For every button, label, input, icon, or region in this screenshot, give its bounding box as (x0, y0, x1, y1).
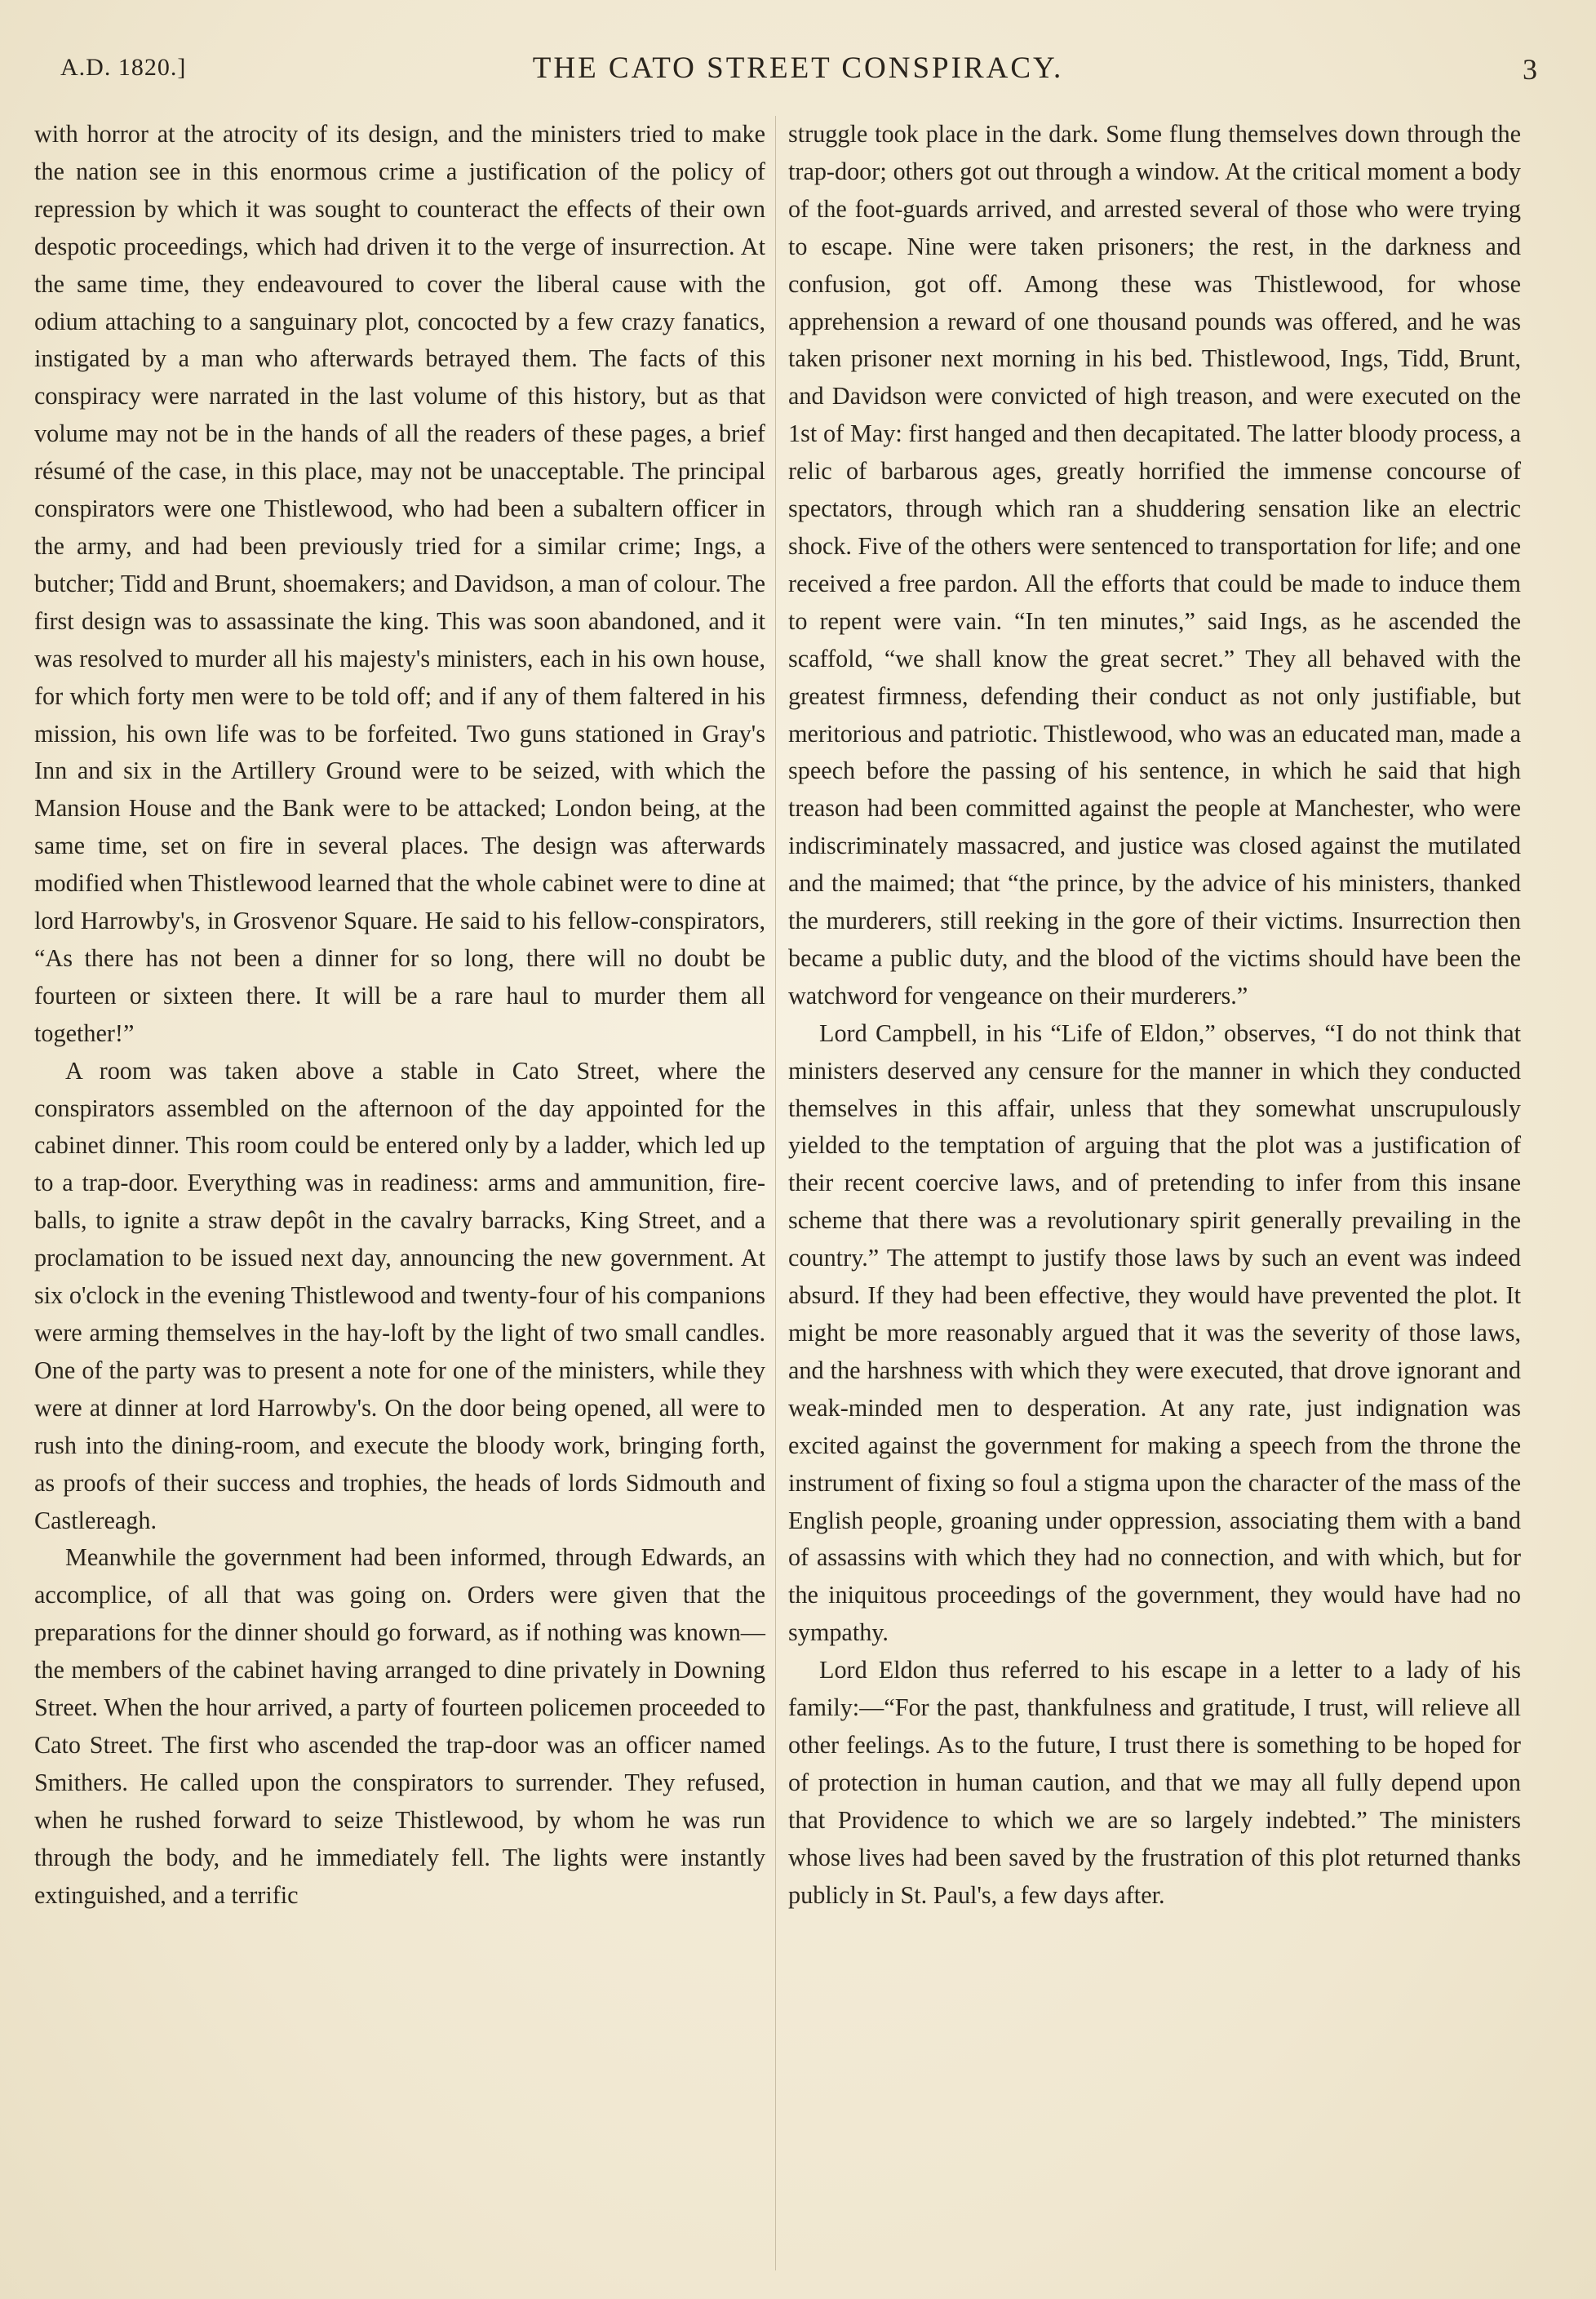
paragraph: with horror at the atrocity of its design, and the ministers tried to make the nation see in this enormous crime a justification of the policy of repression by which it was sought to counteract the effects of their own despotic proceedings, which had driven it to the verge of insurrection. At the same time, they endeavoured to cover the liberal cause with the odium attaching to a sanguinary plot, concocted by a few crazy fanatics, instigated by a man who afterwards betrayed them. The facts of this conspiracy were narrated in the last volume of this history, but as that volume may not be in the hands of all the readers of these pages, a brief résumé of the case, in this place, may not be unacceptable. The principal conspirators were one Thistlewood, who had been a subaltern officer in the army, and had been previously tried for a similar crime; Ings, a butcher; Tidd and Brunt, shoemakers; and Davidson, a man of colour. The first design was to assassinate the king. This was soon abandoned, and it was resolved to murder all his majesty's ministers, each in his own house, for which forty men were to be told off; and if any of them faltered in his mission, his own life was to be forfeited. Two guns stationed in Gray's Inn and six in the Artillery Ground were to be seized, with which the Mansion House and the Bank were to be attacked; London being, at the same time, set on fire in several places. The design was afterwards modified when Thistlewood learned that the whole cabinet were to dine at lord Harrowby's, in Grosvenor Square. He said to his fellow-conspirators, “As there has not been a dinner for so long, there will no doubt be fourteen or sixteen there. It will be a rare haul to murder them all together!” (34, 120, 765, 1047)
paragraph: Meanwhile the government had been informed, through Edwards, an accomplice, of all that was going on. Orders were given that the preparations for the dinner should go forward, as if nothing was known—the members of the cabinet having arranged to dine privately in Downing Street. When the hour arrived, a party of fourteen policemen proceeded to Cato Street. The first who ascended the trap-door was an officer named Smithers. He called upon the conspirators to surrender. They refused, when he rushed forward to seize Thistlewood, by whom he was run through the body, and he immediately fell. The lights were instantly extinguished, and a terrific (34, 1543, 765, 1909)
left-column (34, 116, 765, 1915)
page-number: 3 (1523, 53, 1537, 86)
paragraph: Lord Eldon thus referred to his escape in a letter to a lady of his family:—“For the past, thankfulness and gratitude, I trust, will relieve all other feelings. As to the future, I trust there is something to be hoped for of protection in human caution, and that we may all fully depend upon that Providence to which we are so largely indebted.” The ministers whose lives had been saved by the frustration of this plot returned thanks publicly in St. Paul's, a few days after. (788, 1656, 1521, 1909)
paragraph: A room was taken above a stable in Cato Street, where the conspirators assembled on the afternoon of the day appointed for the cabinet dinner. This room could be entered only by a ladder, which led up to a trap-door. Everything was in readiness: arms and ammunition, fire-balls, to ignite a straw depôt in the cavalry barracks, King Street, and a proclamation to be issued next day, announcing the new government. At six o'clock in the evening Thistlewood and twenty-four of his companions were arming themselves in the hay-loft by the light of two small candles. One of the party was to present a note for one of the ministers, while they were at dinner at lord Harrowby's. On the door being opened, all were to rush into the dining-room, and execute the bloody work, bringing forth, as proofs of their success and trophies, the heads of lords Sidmouth and Castlereagh. (34, 1056, 765, 1534)
column-divider (775, 116, 776, 2270)
running-header (51, 47, 1545, 96)
paragraph: Lord Campbell, in his “Life of Eldon,” observes, “I do not think that ministers deserved any censure for the manner in which they conducted themselves in this affair, unless that they somewhat unscrupulously yielded to the temptation of arguing that the plot was a justification of their recent coercive laws, and of pretending to infer from this insane scheme that there was a revolutionary spirit generally prevailing in the country.” The attempt to justify those laws by such an event was indeed absurd. If they had been effective, they would have prevented the plot. It might be more reasonably argued that it was the severity of those laws, and the harshness with which they were executed, that drove ignorant and weak-minded men to desperation. At any rate, just indignation was excited against the government for making a speech from the throne the instrument of fixing so foul a stigma upon the character of the mass of the English people, groaning under oppression, associating them with a band of assassins with which they had no connection, and with which, but for the iniquitous proceedings of the government, they would have had no sympathy. (788, 1019, 1521, 1647)
header-date: A.D. 1820.] (60, 54, 187, 81)
right-column (788, 116, 1521, 1915)
paragraph: struggle took place in the dark. Some flung themselves down through the trap-door; others got out through a window. At the critical moment a body of the foot-guards arrived, and arrested several of those who were trying to escape. Nine were taken prisoners; the rest, in the darkness and confusion, got off. Among these was Thistlewood, for whose apprehension a reward of one thousand pounds was offered, and he was taken prisoner next morning in his bed. Thistlewood, Ings, Tidd, Brunt, and Davidson were convicted of high treason, and were executed on the 1st of May: first hanged and then decapitated. The latter bloody process, a relic of barbarous ages, greatly horrified the immense concourse of spectators, through which ran a shuddering sensation like an electric shock. Five of the others were sentenced to transportation for life; and one received a free pardon. All the efforts that could be made to induce them to repent were vain. “In ten minutes,” said Ings, as he ascended the scaffold, “we shall know the great secret.” They all behaved with the greatest firmness, defending their conduct as not only justifiable, but meritorious and patriotic. Thistlewood, who was an educated man, made a speech before the passing of his sentence, in which he said that high treason had been committed against the people at Manchester, who were indiscriminately massacred, and justice was closed against the mutilated and the maimed; that “the prince, by the advice of his ministers, thanked the murderers, still reeking in the gore of their victims. Insurrection then became a public duty, and the blood of the victims should have been the watchword for vengeance on their murderers.” (788, 120, 1521, 1010)
page-title: THE CATO STREET CONSPIRACY. (532, 51, 1064, 85)
